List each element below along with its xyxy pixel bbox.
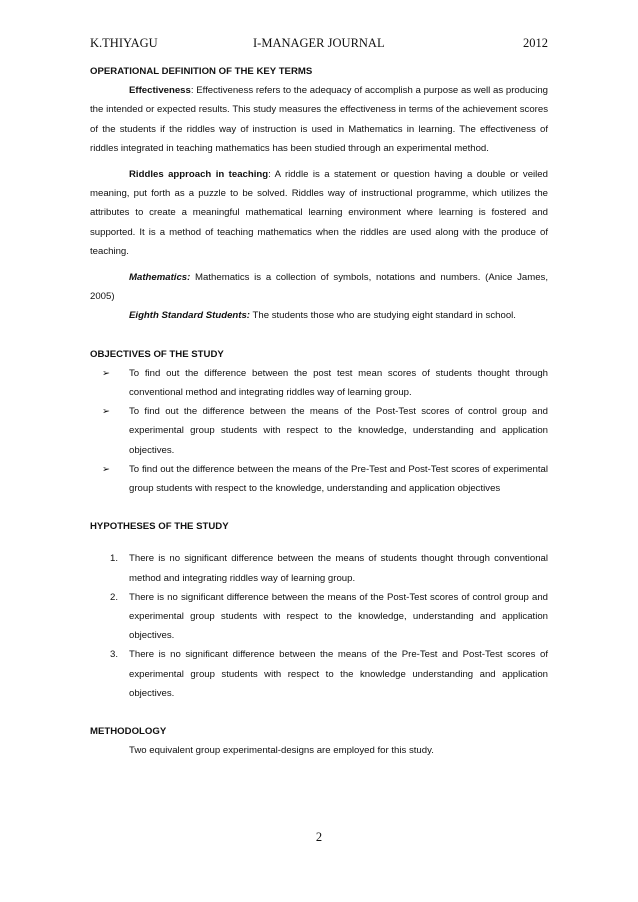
list-number: 3.	[110, 649, 119, 661]
list-item: 1. There is no significant difference between the means of students thought through conventional method and integrating riddles way of learning group.	[90, 549, 548, 587]
list-item: 3. There is no significant difference between the means of the Pre-Test and Post-Test scores of experimental group students with respect to the knowledge understanding and application objectives.	[90, 645, 548, 703]
hypotheses-list	[90, 549, 548, 703]
definition-effectiveness	[90, 81, 548, 158]
header-year: 2012	[523, 36, 548, 50]
page-number: 2	[315, 830, 323, 844]
header-journal: I-MANAGER JOURNAL	[253, 36, 385, 50]
document-body	[90, 62, 548, 761]
header-author: K.THIYAGU	[90, 36, 158, 50]
term-mathematics: Mathematics:	[129, 272, 191, 284]
definition-mathematics-text: Mathematics is a collection of symbols, notations and numbers. (Anice James, 2005)	[90, 272, 548, 303]
term-eighth-standard: Eighth Standard Students:	[129, 310, 250, 322]
arrow-bullet-icon: ➢	[102, 406, 111, 418]
definition-riddles-text: : A riddle is a statement or question having a double or veiled meaning, put forth as a puzzle to be solved. Riddles way of instructional programme, which utilizes the attributes to create a meaningful mathematical learning environment where learning is fostered and supported. It is a method of teaching mathematics when the riddles are used along with the produce of teaching.	[90, 169, 548, 257]
list-number: 1.	[110, 553, 119, 565]
term-riddles: Riddles approach in teaching	[129, 169, 269, 181]
list-item: ➢ To find out the difference between the post test mean scores of students thought through conventional method and integrating riddles way of learning group.	[90, 364, 548, 402]
section-heading-methodology: METHODOLOGY	[90, 726, 167, 738]
section-heading-objectives: OBJECTIVES OF THE STUDY	[90, 348, 224, 360]
running-header	[90, 36, 548, 52]
definition-riddles	[90, 165, 548, 261]
section-heading-definitions: OPERATIONAL DEFINITION OF THE KEY TERMS	[90, 66, 313, 77]
objectives-list	[90, 364, 548, 498]
arrow-bullet-icon: ➢	[102, 463, 111, 475]
definition-effectiveness-text: : Effectiveness refers to the adequacy of accomplish a purpose as well as producing the intended or expected results. This study measures the effectiveness in terms of the achievement scores of the students if the riddles way of instruction is used in Mathematics in learning. The effectiveness of riddles integrated in teaching mathematics has been studied through an experimental method.	[90, 85, 548, 154]
definition-eighth-standard-text: The students those who are studying eight standard in school.	[250, 310, 516, 322]
list-item: ➢ To find out the difference between the means of the Pre-Test and Post-Test scores of experimental group students with respect to the knowledge, understanding and application objectives	[90, 460, 548, 498]
term-effectiveness: Effectiveness	[129, 85, 191, 97]
definition-mathematics	[90, 268, 548, 306]
methodology-text: Two equivalent group experimental-designs are employed for this study.	[129, 745, 434, 757]
definition-eighth-standard	[90, 306, 548, 325]
list-number: 2.	[110, 591, 119, 603]
section-heading-hypotheses: HYPOTHESES OF THE STUDY	[90, 521, 229, 533]
arrow-bullet-icon: ➢	[102, 367, 111, 379]
list-item: ➢ To find out the difference between the means of the Post-Test scores of control group and experimental group students with respect to the knowledge, understanding and application objectives.	[90, 402, 548, 460]
list-item: 2. There is no significant difference between the means of the Post-Test scores of control group and experimental group students with respect to the knowledge, understanding and application objectives.	[90, 588, 548, 646]
